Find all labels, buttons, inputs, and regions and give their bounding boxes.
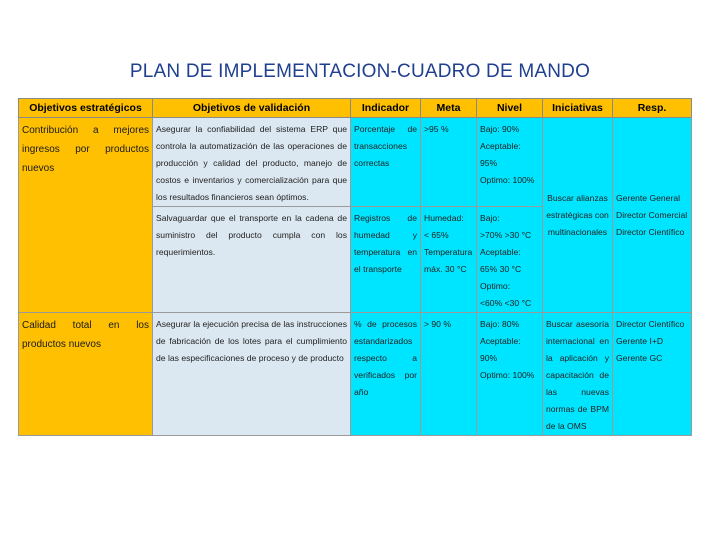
meta-2-line: Temperatura xyxy=(424,247,473,257)
meta-2-line: < 65% xyxy=(424,230,449,240)
resp-2-line: Director Científico xyxy=(616,319,685,329)
nivel-3-line: Bajo: 80% xyxy=(480,319,520,329)
scorecard-table xyxy=(18,98,692,436)
header-indicador: Indicador xyxy=(351,99,421,118)
meta-2 xyxy=(421,207,477,313)
indicador-3: % de procesos estandarizados respecto a verificados por año xyxy=(351,313,421,436)
resp-2-line: Gerente GC xyxy=(616,353,663,363)
nivel-2 xyxy=(477,207,543,313)
objetivo-validacion-3: Asegurar la ejecución precisa de las instrucciones de fabricación de los lotes para el cumplimiento de las especificaciones de proceso y de producto xyxy=(153,313,351,436)
resp-1 xyxy=(613,118,692,313)
iniciativa-2: Buscar asesoría internacional en la aplicación y capacitación de las nuevas normas de BPM de la OMS xyxy=(543,313,613,436)
nivel-1 xyxy=(477,118,543,207)
page-title: PLAN DE IMPLEMENTACION-CUADRO DE MANDO xyxy=(129,61,591,82)
resp-2 xyxy=(613,313,692,436)
resp-1-line: Director Comercial xyxy=(616,209,688,220)
meta-3: > 90 % xyxy=(421,313,477,436)
header-meta: Meta xyxy=(421,99,477,118)
nivel-2-line: 65% 30 °C xyxy=(480,264,522,274)
meta-2-line: máx. 30 °C xyxy=(424,264,467,274)
nivel-2-line: >70% >30 °C xyxy=(480,230,532,240)
table-header-row xyxy=(19,99,692,118)
nivel-3-line: Aceptable: xyxy=(480,336,521,346)
resp-2-line: Gerente I+D xyxy=(616,336,664,346)
objetivo-estrategico-2: Calidad total en los productos nuevos xyxy=(19,313,153,436)
nivel-2-line: Aceptable: xyxy=(480,247,521,257)
nivel-3 xyxy=(477,313,543,436)
header-objetivos-estrategicos: Objetivos estratégicos xyxy=(19,99,153,118)
nivel-2-line: Bajo: xyxy=(480,213,500,223)
table-row xyxy=(19,118,692,207)
meta-1: >95 % xyxy=(421,118,477,207)
objetivo-validacion-1: Asegurar la confiabilidad del sistema ERP que controla la automatización de las operaciones de producción y calidad del producto, manejo de costos e inventarios y comercialización para que los resultados financieros sean óptimos. xyxy=(153,118,351,207)
nivel-1-line: 95% xyxy=(480,158,498,168)
table-row xyxy=(19,313,692,436)
nivel-3-line: 90% xyxy=(480,353,498,363)
resp-1-line: Director Científico xyxy=(616,226,685,237)
nivel-1-line: Aceptable: xyxy=(480,141,521,151)
nivel-2-line: <60% <30 °C xyxy=(480,298,532,308)
objetivo-validacion-2: Salvaguardar que el transporte en la cadena de suministro del producto cumpla con los requerimientos. xyxy=(153,207,351,313)
iniciativa-1-text: Buscar alianzas estratégicas con multinacionales xyxy=(546,192,609,237)
header-objetivos-validacion: Objetivos de validación xyxy=(153,99,351,118)
header-nivel: Nivel xyxy=(477,99,543,118)
nivel-1-line: Optimo: 100% xyxy=(480,175,535,185)
header-iniciativas: Iniciativas xyxy=(543,99,613,118)
nivel-2-line: Optimo: xyxy=(480,281,511,291)
indicador-2: Registros de humedad y temperatura en el transporte xyxy=(351,207,421,313)
resp-1-line: Gerente General xyxy=(616,192,681,203)
header-resp: Resp. xyxy=(613,99,692,118)
objetivo-estrategico-1: Contribución a mejores ingresos por productos nuevos xyxy=(19,118,153,313)
nivel-1-line: Bajo: 90% xyxy=(480,124,520,134)
scorecard-table-wrapper xyxy=(18,98,691,430)
indicador-1: Porcentaje de transacciones correctas xyxy=(351,118,421,207)
iniciativa-1 xyxy=(543,118,613,313)
meta-2-line: Humedad: xyxy=(424,213,464,223)
nivel-3-line: Optimo: 100% xyxy=(480,370,535,380)
